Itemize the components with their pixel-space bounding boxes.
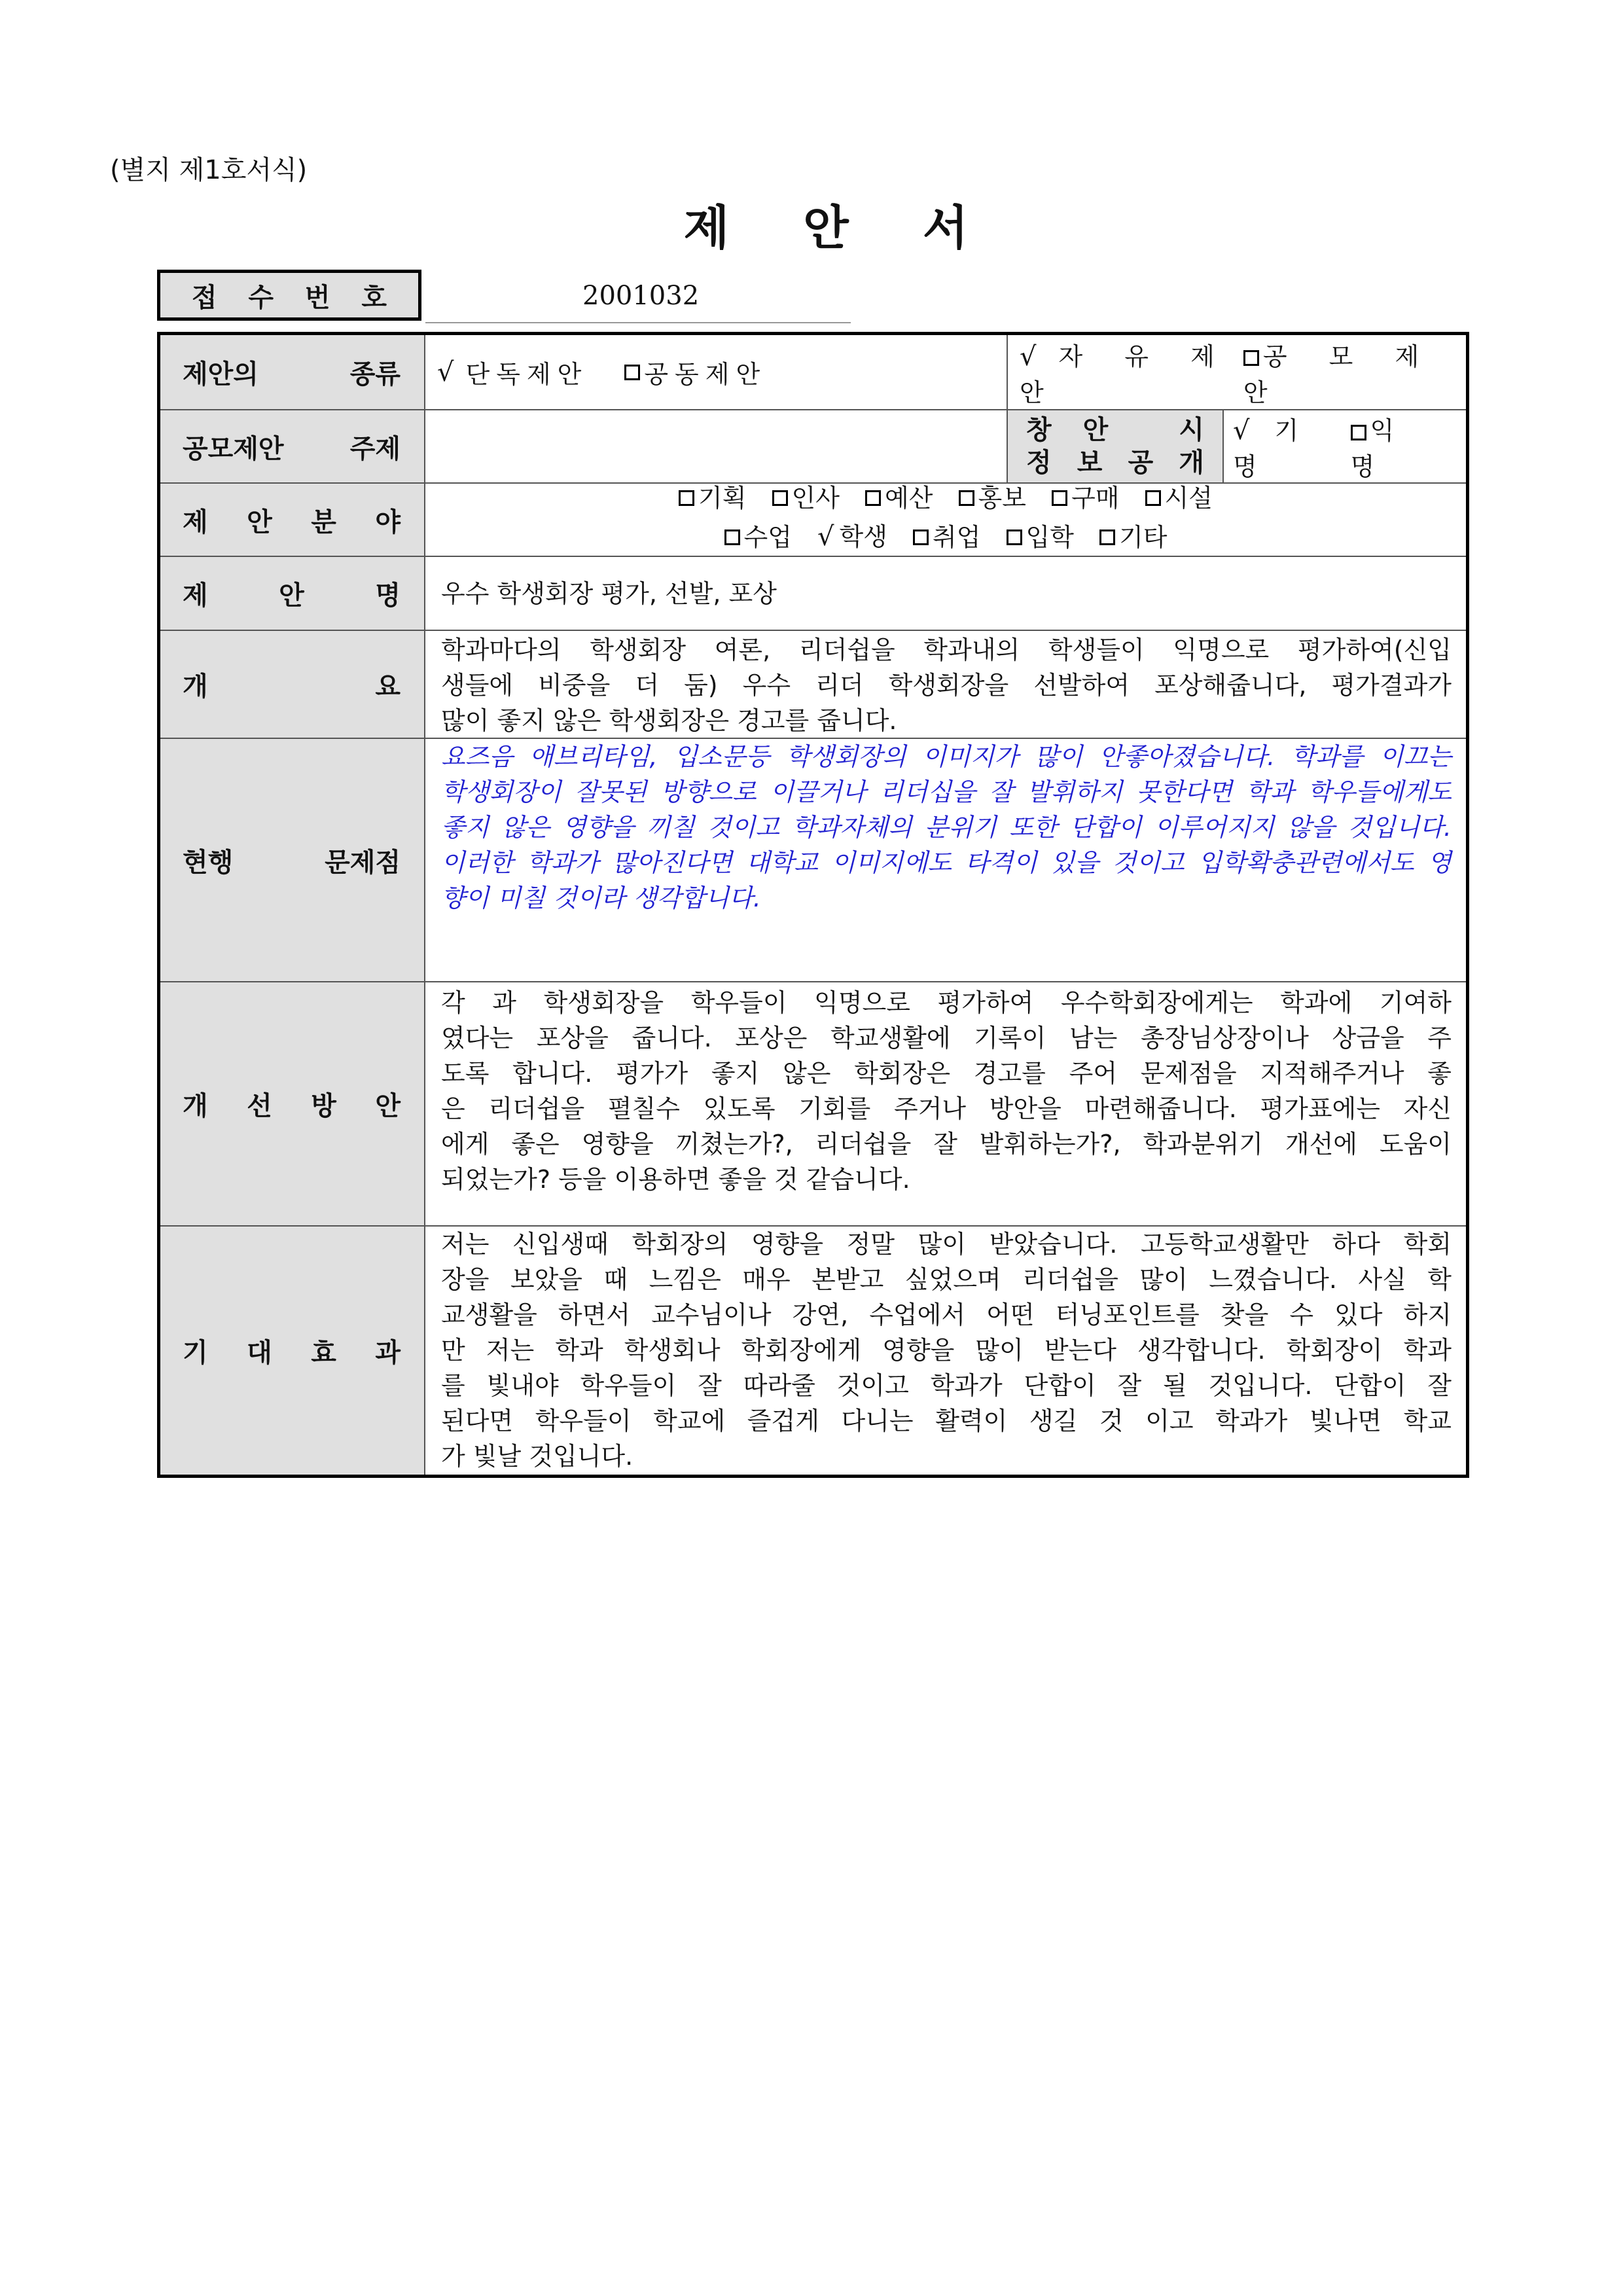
checkbox-icon[interactable] xyxy=(772,490,788,506)
field-option[interactable]: 수업 xyxy=(743,522,792,552)
checkbox-icon[interactable] xyxy=(1052,490,1067,506)
summary-line: 많이 좋지 않은 학생회장은 경고를 줍니다. xyxy=(441,706,897,735)
receipt-label-char: 접 xyxy=(191,282,217,313)
field-options-line-1 xyxy=(679,481,1213,520)
kind-label: 제안의 종류 xyxy=(160,335,425,409)
field-option[interactable]: 홍보 xyxy=(978,483,1026,512)
receipt-number-label xyxy=(157,270,421,321)
checkmark-icon: √ xyxy=(1020,341,1054,372)
option-named[interactable]: 기 명 xyxy=(1233,416,1319,481)
proposal-name[interactable]: 우수 학생회장 평가, 선발, 포상 xyxy=(441,579,777,608)
effect-line: 된다면 학우들이 학교에 즐겁게 다니는 활력이 생길 것 이고 학과가 빛나면 학교 xyxy=(441,1407,1452,1435)
summary-line: 생들에 비중을 더 둠) 우수 리더 학생회장을 선발하여 포상해줍니다, 평가결과가 xyxy=(441,671,1452,700)
proposal-table xyxy=(157,332,1469,1478)
document-title: 제 안 서 xyxy=(683,200,997,255)
row-kind xyxy=(160,335,1466,409)
checkbox-icon[interactable] xyxy=(1099,529,1115,545)
field-options-line-2 xyxy=(724,520,1168,559)
field-option[interactable]: 구매 xyxy=(1071,483,1120,512)
option-anonymous[interactable]: 익 명 xyxy=(1350,416,1414,481)
problem-line: 향이 미칠 것이라 생각합니다. xyxy=(441,884,761,912)
improvement-line: 도록 합니다. 평가가 좋지 않은 학회장은 경고를 주어 문제점을 지적해주거나 좋 xyxy=(441,1059,1452,1088)
field-option[interactable]: 취업 xyxy=(933,522,981,552)
checkbox-icon[interactable] xyxy=(913,529,929,545)
option-joint[interactable]: 공동제안 xyxy=(644,360,767,389)
disclosure-label: 창 안 시 정 보 공 개 xyxy=(1008,410,1224,482)
theme-label: 공모제안 주제 xyxy=(160,410,425,482)
checkmark-icon: √ xyxy=(437,357,461,387)
improvement-text[interactable] xyxy=(425,982,1466,1225)
theme-value[interactable] xyxy=(425,410,1008,482)
field-option[interactable]: 기타 xyxy=(1119,522,1168,552)
effect-label: 기 대 효 과 xyxy=(160,1227,425,1475)
effect-line: 교생활을 하면서 교수님이나 강연, 수업에서 어떤 터닝포인트를 찾을 수 있다 하지 xyxy=(441,1300,1452,1329)
field-option[interactable]: 학생 xyxy=(839,522,887,551)
effect-line: 를 빛내야 학우들이 잘 따라줄 것이고 학과가 단합이 잘 될 것입니다. 단합이 잘 xyxy=(441,1371,1452,1400)
field-label: 제 안 분 야 xyxy=(160,484,425,556)
row-improvement xyxy=(160,981,1466,1225)
field-option[interactable]: 시설 xyxy=(1164,483,1213,512)
row-theme xyxy=(160,409,1466,482)
problem-line: 학생회장이 잘못된 방향으로 이끌거나 리더십을 잘 발휘하지 못한다면 학과 학우들에게도 xyxy=(441,778,1452,806)
summary-label: 개 요 xyxy=(160,631,425,738)
receipt-label-char: 수 xyxy=(248,282,274,313)
field-options xyxy=(425,484,1466,556)
field-option[interactable]: 기획 xyxy=(698,483,747,512)
summary-line: 학과마다의 학생회장 여론, 리더쉽을 학과내의 학생들이 익명으로 평가하여(신입 xyxy=(441,636,1452,664)
kind-type-cell xyxy=(425,335,1008,409)
effect-text[interactable] xyxy=(425,1227,1466,1475)
row-field xyxy=(160,482,1466,556)
checkmark-icon: √ xyxy=(1233,416,1270,446)
disclosure-options xyxy=(1224,410,1466,482)
improvement-line: 되었는가? 등을 이용하면 좋을 것 같습니다. xyxy=(441,1165,910,1194)
receipt-label-char: 번 xyxy=(304,282,330,313)
field-option[interactable]: 예산 xyxy=(885,483,933,512)
form-label: (별지 제1호서식) xyxy=(110,155,308,185)
option-free[interactable]: 자 유 제 안 xyxy=(1020,342,1232,407)
option-single[interactable]: 단독제안 xyxy=(465,360,588,389)
checkbox-icon[interactable] xyxy=(1007,529,1022,545)
improvement-line: 각 과 학생회장을 학우들이 익명으로 평가하여 우수학회장에게는 학과에 기여하 xyxy=(441,988,1452,1017)
row-name xyxy=(160,556,1466,630)
checkbox-icon[interactable] xyxy=(1145,490,1161,506)
effect-line: 가 빛날 것입니다. xyxy=(441,1442,633,1471)
field-option[interactable]: 인사 xyxy=(791,483,840,512)
checkmark-icon: √ xyxy=(817,521,834,552)
improvement-line: 였다는 포상을 줍니다. 포상은 학교생활에 기록이 남는 총장님상장이나 상금을 주 xyxy=(441,1024,1452,1052)
improvement-line: 은 리더쉽을 펼칠수 있도록 기회를 주거나 방안을 마련해줍니다. 평가표에는 자신 xyxy=(441,1094,1452,1123)
improvement-label: 개 선 방 안 xyxy=(160,982,425,1225)
problem-label: 현행 문제점 xyxy=(160,739,425,981)
row-problem xyxy=(160,738,1466,981)
checkbox-icon[interactable] xyxy=(679,490,694,506)
option-contest[interactable]: 공 모 제 안 xyxy=(1243,342,1436,407)
effect-line: 장을 보았을 때 느낌은 매우 본받고 싶었으며 리더쉽을 많이 느꼈습니다. 사실 학 xyxy=(441,1265,1452,1294)
summary-text[interactable] xyxy=(425,631,1466,738)
effect-line: 저는 신입생때 학회장의 영향을 정말 많이 받았습니다. 고등학교생활만 하다 학회 xyxy=(441,1230,1452,1259)
checkbox-icon[interactable] xyxy=(1351,425,1366,440)
row-summary xyxy=(160,630,1466,738)
problem-line: 요즈음 애브리타임, 입소문등 학생회장의 이미지가 많이 안좋아졌습니다. 학과를 이끄는 xyxy=(441,742,1452,771)
problem-text[interactable] xyxy=(425,739,1466,981)
field-option[interactable]: 입학 xyxy=(1026,522,1074,552)
kind-mode-cell xyxy=(1008,335,1466,409)
checkbox-icon[interactable] xyxy=(865,490,881,506)
checkbox-icon[interactable] xyxy=(1243,350,1259,366)
name-label: 제 안 명 xyxy=(160,557,425,630)
improvement-line: 에게 좋은 영향을 끼쳤는가?, 리더쉽을 잘 발휘하는가?, 학과분위기 개선에 도움이 xyxy=(441,1130,1452,1158)
row-effect xyxy=(160,1225,1466,1475)
checkbox-icon[interactable] xyxy=(959,490,974,506)
problem-line: 좋지 않은 영향을 끼칠 것이고 학과자체의 분위기 또한 단합이 이루어지지 않을 것입니다. xyxy=(441,813,1452,842)
receipt-number-value: 2001032 xyxy=(425,270,851,323)
problem-line: 이러한 학과가 많아진다면 대학교 이미지에도 타격이 있을 것이고 입학확충관련에서도 영 xyxy=(441,848,1452,877)
receipt-label-char: 호 xyxy=(361,282,387,313)
checkbox-icon[interactable] xyxy=(724,529,740,545)
checkbox-icon[interactable] xyxy=(624,365,640,380)
effect-line: 만 저는 학과 학생회나 학회장에게 영향을 많이 받는다 생각합니다. 학회장이 학과 xyxy=(441,1336,1452,1365)
